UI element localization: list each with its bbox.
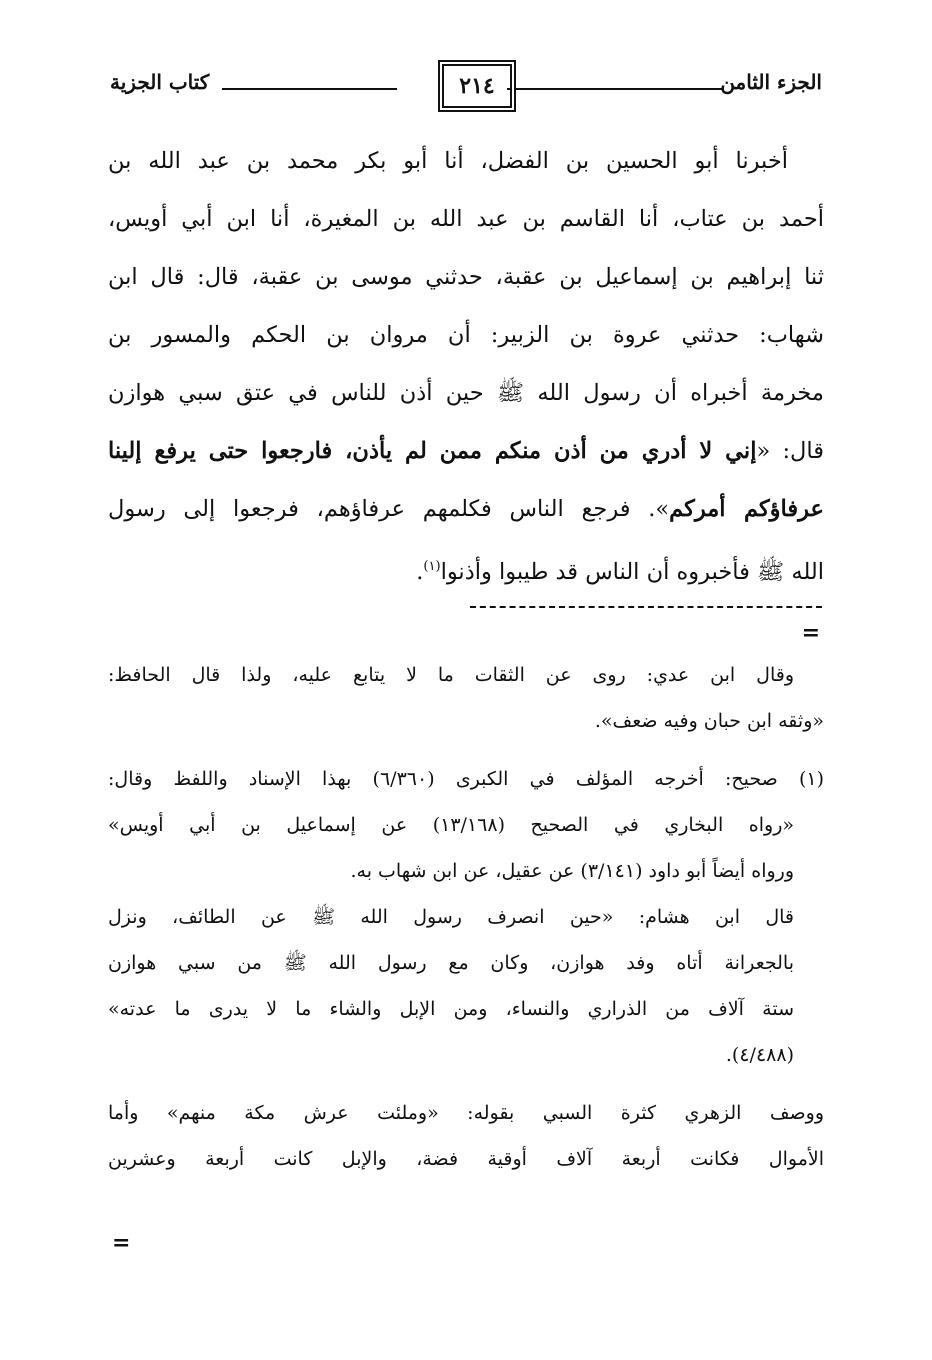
footnote-1-line: (٤/٤٨٨). — [725, 1044, 794, 1066]
body-line-last — [108, 538, 824, 596]
continuation-mark-top: = — [801, 620, 820, 646]
page-number: ٢١٤ — [442, 64, 512, 108]
footnote-1-line: ستة آلاف من الذراري والنساء، ومن الإبل والشاء ما لا يدرى ما عدته» — [108, 998, 794, 1020]
footnote-1-line: «رواه البخاري في الصحيح (١٣/١٦٨) عن إسماعيل بن أبي أويس» — [108, 814, 794, 836]
footnote-1-line: الأموال فكانت أربعة آلاف أوقية فضة، والإبل كانت أربعة وعشرين — [108, 1148, 824, 1170]
footnote-line: وقال ابن عدي: روى عن الثقات ما لا يتابع عليه، ولذا قال الحافظ: — [108, 664, 794, 686]
body-line: ثنا إبراهيم بن إسماعيل بن عقبة، حدثني موسى بن عقبة، قال: قال ابن — [108, 264, 824, 290]
body-final-text: الله ﷺ فأخبروه أن الناس قد طيبوا وأذنوا — [440, 559, 824, 585]
footnotes — [108, 652, 824, 1182]
footnote-1-line: ورواه أيضاً أبو داود (٣/١٤١) عن عقيل، عن ابن شهاب به. — [350, 860, 794, 882]
footnote-1-line: بالجعرانة أتاه وفد هوازن، وكان مع رسول الله ﷺ من سبي هوازن — [108, 952, 794, 974]
body-line-hadith-end — [108, 480, 824, 538]
header-rule-left — [222, 88, 397, 90]
main-text — [108, 132, 824, 596]
header-part-title: الجزء الثامن — [720, 70, 822, 94]
body-line-hadith-start — [108, 422, 824, 480]
footnote-1-line: قال ابن هشام: «حين انصرف رسول الله ﷺ عن الطائف، ونزل — [108, 906, 794, 928]
hadith-quote-part1: إني لا أدري من أذن منكم ممن لم يأذن، فارجعوا حتى يرفع إلينا — [108, 438, 757, 464]
body-line: أحمد بن عتاب، أنا القاسم بن عبد الله بن المغيرة، أنا ابن أبي أويس، — [108, 206, 824, 232]
footnote-ref: (١) — [423, 559, 441, 574]
body-line: مخرمة أخبراه أن رسول الله ﷺ حين أذن للناس في عتق سبي هوازن — [108, 380, 824, 406]
page-header — [110, 62, 822, 112]
footnote-separator — [470, 606, 822, 608]
hadith-continuation: ». فرجع الناس فكلمهم عرفاؤهم، فرجعوا إلى رسول — [108, 496, 670, 522]
hadith-quote-part2: عرفاؤكم أمركم — [669, 496, 824, 522]
body-line: شهاب: حدثني عروة بن الزبير: أن مروان بن الحكم والمسور بن — [108, 322, 824, 348]
body-line: أخبرنا أبو الحسين بن الفضل، أنا أبو بكر محمد بن عبد الله بن — [108, 148, 788, 174]
footnote-1-line: ووصف الزهري كثرة السبي بقوله: «وملئت عرش مكة منهم» وأما — [108, 1102, 824, 1124]
body-final-period: . — [416, 559, 424, 585]
footnote-1-line: (١) صحيح: أخرجه المؤلف في الكبرى (٦/٣٦٠) بهذا الإسناد واللفظ وقال: — [108, 768, 824, 790]
header-book-title: كتاب الجزية — [110, 70, 210, 94]
footnote-line: «وثقه ابن حبان وفيه ضعف». — [594, 710, 824, 732]
hadith-intro: قال: « — [756, 438, 824, 464]
continuation-mark-bottom: = — [112, 1230, 131, 1256]
header-rule-right — [507, 88, 722, 90]
